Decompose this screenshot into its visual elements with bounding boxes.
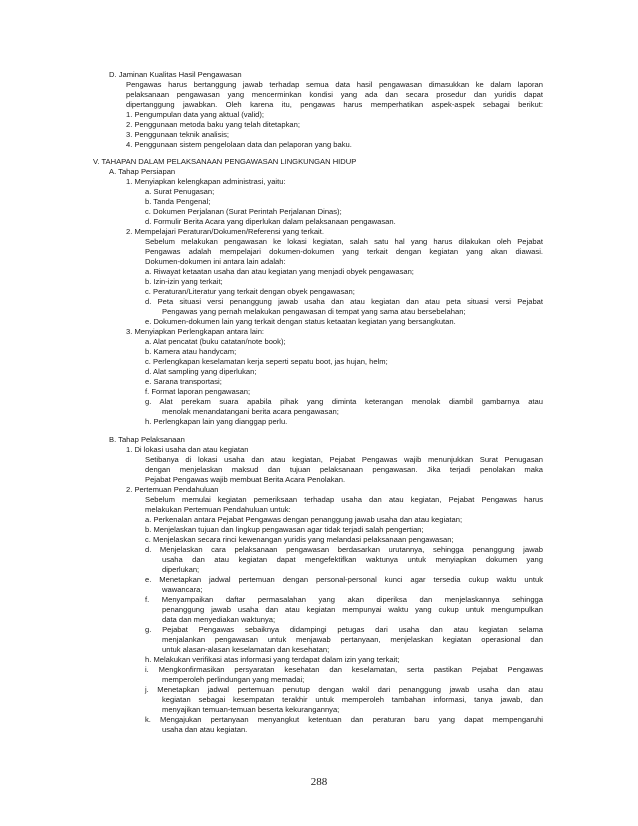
text-line: f. Menyampaikan daftar permasalahan yang akan diperiksa dan menjelaskannya sehingga xyxy=(145,595,543,604)
text-line: Dokumen-dokumen ini antara lain adalah: xyxy=(145,257,286,266)
text-line: 2. Pertemuan Pendahuluan xyxy=(126,485,219,494)
text-line: d. Menjelaskan cara pelaksanaan pengawasan berdasarkan urutannya, sehingga penanggung jawab xyxy=(145,545,543,554)
text-line: 1. Di lokasi usaha dan atau kegiatan xyxy=(126,445,249,454)
text-line: Sebelum melakukan pengawasan ke lokasi kegiatan, salah satu hal yang harus dilakukan oleh Pejabat xyxy=(145,237,543,246)
text-line: menjalankan pengawasan untuk menjawab pertanyaan, menjelaskan kegiatan operasional dan xyxy=(162,635,543,644)
text-line: d. Formulir Berita Acara yang diperlukan dalam pelaksanaan pengawasan. xyxy=(145,217,396,226)
text-line: memperoleh perlindungan yang memadai; xyxy=(162,675,305,684)
text-line: a. Perkenalan antara Pejabat Pengawas dengan penanggung jawab usaha dan atau kegiatan; xyxy=(145,515,463,524)
text-line: A. Tahap Persiapan xyxy=(109,167,176,176)
text-line: usaha dan atau kegiatan dapat mengefektifkan waktunya untuk menyiapkan dokumen yang xyxy=(162,555,543,564)
text-line: dipertanggung jawabkan. Oleh karena itu, pengawas harus memperhatikan aspek-aspek sebagai berikut: xyxy=(126,100,543,109)
text-line: menolak menandatangani berita acara pengawasan; xyxy=(162,407,339,416)
text-line: data dan menyediakan waktunya; xyxy=(162,615,276,624)
text-line: menyajikan temuan-temuan beserta kekurangannya; xyxy=(162,705,340,714)
text-line: b. Menjelaskan tujuan dan lingkup pengawasan agar tidak terjadi salah pengertian; xyxy=(145,525,424,534)
text-line: 3. Menyiapkan Perlengkapan antara lain: xyxy=(126,327,265,336)
text-line: pelaksanaan pengawasan yang mencerminkan kondisi yang ada dan secara prosedur dan yuridis dapat xyxy=(126,90,543,99)
text-line: h. Melakukan verifikasi atas informasi yang terdapat dalam izin yang terkait; xyxy=(145,655,400,664)
text-line: 2. Mempelajari Peraturan/Dokumen/Referensi yang terkait. xyxy=(126,227,324,236)
text-line: Pengawas harus bertanggung jawab terhadap semua data hasil pengawasan dimasukkan ke dalam laporan xyxy=(126,80,543,89)
text-line: d. Peta situasi versi penanggung jawab usaha dan atau kegiatan dan atau peta situasi versi Pejabat xyxy=(145,297,543,306)
text-line: 2. Penggunaan metoda baku yang telah ditetapkan; xyxy=(126,120,300,129)
text-line: e. Dokumen-dokumen lain yang terkait dengan status ketaatan kegiatan yang bersangkutan. xyxy=(145,317,456,326)
text-line: Pengawas adalah mempelajari dokumen-dokumen yang terkait dengan kegiatan yang akan diawasi. xyxy=(145,247,543,256)
text-line: d. Alat sampling yang diperlukan; xyxy=(145,367,257,376)
text-line: B. Tahap Pelaksanaan xyxy=(109,435,185,444)
text-line: 4. Penggunaan sistem pengelolaan data dan pelaporan yang baku. xyxy=(126,140,352,149)
text-line: a. Alat pencatat (buku catatan/note book); xyxy=(145,337,286,346)
text-line: 1. Menyiapkan kelengkapan administrasi, yaitu: xyxy=(126,177,286,186)
text-line: 3. Penggunaan teknik analisis; xyxy=(126,130,230,139)
text-line: Setibanya di lokasi usaha dan atau kegiatan, Pejabat Pengawas wajib menunjukkan Surat Penugasan xyxy=(145,455,543,464)
text-line: b. Tanda Pengenal; xyxy=(145,197,211,206)
text-line: k. Mengajukan pertanyaan menyangkut ketentuan dan peraturan baru yang dapat mempengaruhi xyxy=(145,715,543,724)
page-number: 288 xyxy=(310,776,328,788)
text-line: b. Izin-izin yang terkait; xyxy=(145,277,223,286)
text-line: melakukan Pertemuan Pendahuluan untuk: xyxy=(145,505,291,514)
text-line: diperlukan; xyxy=(162,565,200,574)
text-line: penanggung jawab usaha dan atau kegiatan mempunyai waktu yang cukup untuk mengumpulkan xyxy=(162,605,543,614)
text-line: a. Riwayat ketaatan usaha dan atau kegiatan yang menjadi obyek pengawasan; xyxy=(145,267,414,276)
text-line: g. Pejabat Pengawas sebaiknya didampingi petugas dari usaha dan atau kegiatan selama xyxy=(145,625,543,634)
text-line: i. Mengkonfirmasikan persyaratan kesehatan dan keselamatan, serta pastikan Pejabat Pengawas xyxy=(145,665,543,674)
text-line: j. Menetapkan jadwal pertemuan penutup dengan wakil dari penanggung jawab usaha dan atau xyxy=(145,685,543,694)
text-line: Pengawas yang pernah melakukan pengawasan di tempat yang sama atau bersebelahan; xyxy=(162,307,466,316)
text-line: untuk alasan-alasan keselamatan dan kesehatan; xyxy=(162,645,330,654)
text-line: e. Sarana transportasi; xyxy=(145,377,222,386)
text-line: V. TAHAPAN DALAM PELAKSANAAN PENGAWASAN LINGKUNGAN HIDUP xyxy=(93,157,357,166)
text-line: kegiatan sebagai kesempatan terakhir untuk memperoleh tambahan informasi, tanya jawab, dan xyxy=(162,695,543,704)
text-line: c. Perlengkapan keselamatan kerja seperti sepatu boot, jas hujan, helm; xyxy=(145,357,388,366)
text-line: usaha dan atau kegiatan. xyxy=(162,725,248,734)
text-line: Pejabat Pengawas wajib membuat Berita Acara Penolakan. xyxy=(145,475,346,484)
text-line: a. Surat Penugasan; xyxy=(145,187,215,196)
text-line: 1. Pengumpulan data yang aktual (valid); xyxy=(126,110,265,119)
text-line: e. Menetapkan jadwal pertemuan dengan personal-personal kunci agar tersedia cukup waktu untuk xyxy=(145,575,543,584)
text-line: dengan menjelaskan maksud dan tujuan pelaksanaan pengawasan. Jika terjadi penolakan maka xyxy=(145,465,543,474)
text-line: g. Alat perekam suara apabila pihak yang diminta keterangan menolak diambil gambarnya atau xyxy=(145,397,543,406)
text-line: D. Jaminan Kualitas Hasil Pengawasan xyxy=(109,70,242,79)
text-line: c. Dokumen Perjalanan (Surat Perintah Perjalanan Dinas); xyxy=(145,207,342,216)
text-line: c. Peraturan/Literatur yang terkait dengan obyek pengawasan; xyxy=(145,287,355,296)
text-line: wawancara; xyxy=(162,585,203,594)
text-line: Sebelum memulai kegiatan pemeriksaan terhadap usaha dan atau kegiatan, Pejabat Pengawas harus xyxy=(145,495,543,504)
text-line: b. Kamera atau handycam; xyxy=(145,347,237,356)
text-line: h. Perlengkapan lain yang dianggap perlu. xyxy=(145,417,288,426)
text-line: c. Menjelaskan secara rinci kewenangan yuridis yang melandasi pelaksanaan pengawasan; xyxy=(145,535,454,544)
text-line: f. Format laporan pengawasan; xyxy=(145,387,251,396)
